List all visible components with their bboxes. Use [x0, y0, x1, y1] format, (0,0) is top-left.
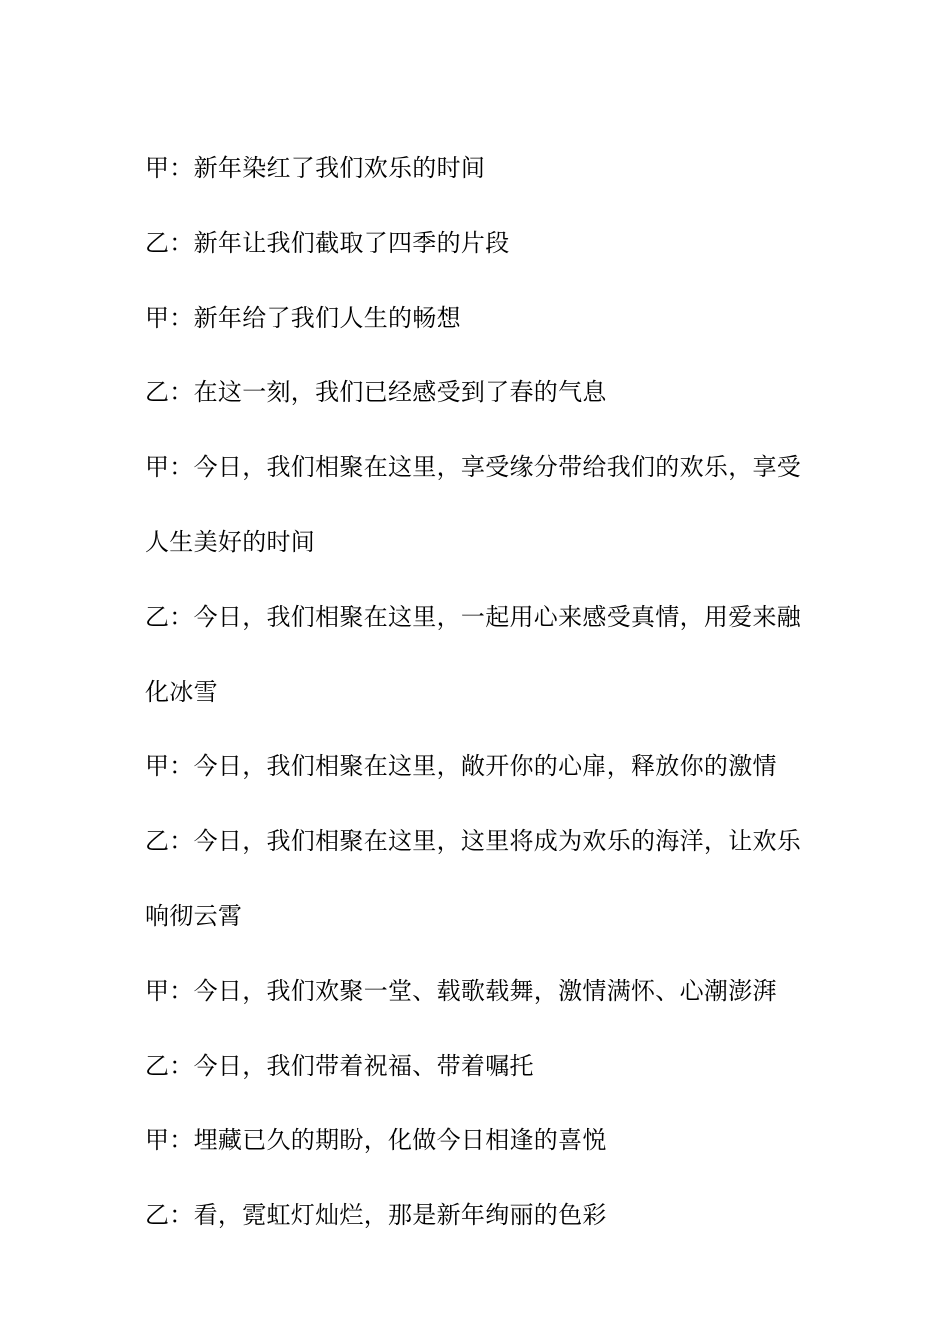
dialogue-line: 甲：今日，我们相聚在这里，敞开你的心扉，释放你的激情: [145, 752, 777, 781]
dialogue-line: 乙：今日，我们相聚在这里，这里将成为欢乐的海洋，让欢乐响彻云霄: [145, 827, 802, 930]
dialogue-line: 乙：新年让我们截取了四季的片段: [145, 228, 510, 257]
dialogue-line: 乙：今日，我们带着祝福、带着嘱托: [145, 1051, 534, 1080]
dialogue-line: 甲：今日，我们相聚在这里，享受缘分带给我们的欢乐，享受人生美好的时间: [145, 453, 802, 556]
dialogue-script: [145, 131, 807, 1253]
dialogue-line: 乙：在这一刻，我们已经感受到了春的气息: [145, 378, 607, 407]
dialogue-line: 甲：新年染红了我们欢乐的时间: [145, 154, 486, 182]
dialogue-line: 甲：今日，我们欢聚一堂、载歌载舞，激情满怀、心潮澎湃: [145, 976, 777, 1005]
dialogue-line: 乙：看，霓虹灯灿烂，那是新年绚丽的色彩: [145, 1201, 607, 1230]
dialogue-line: 甲：埋藏已久的期盼，化做今日相逢的喜悦: [145, 1126, 607, 1155]
dialogue-line: 乙：今日，我们相聚在这里，一起用心来感受真情，用爱来融化冰雪: [145, 602, 802, 706]
dialogue-line: 甲：新年给了我们人生的畅想: [145, 303, 461, 332]
